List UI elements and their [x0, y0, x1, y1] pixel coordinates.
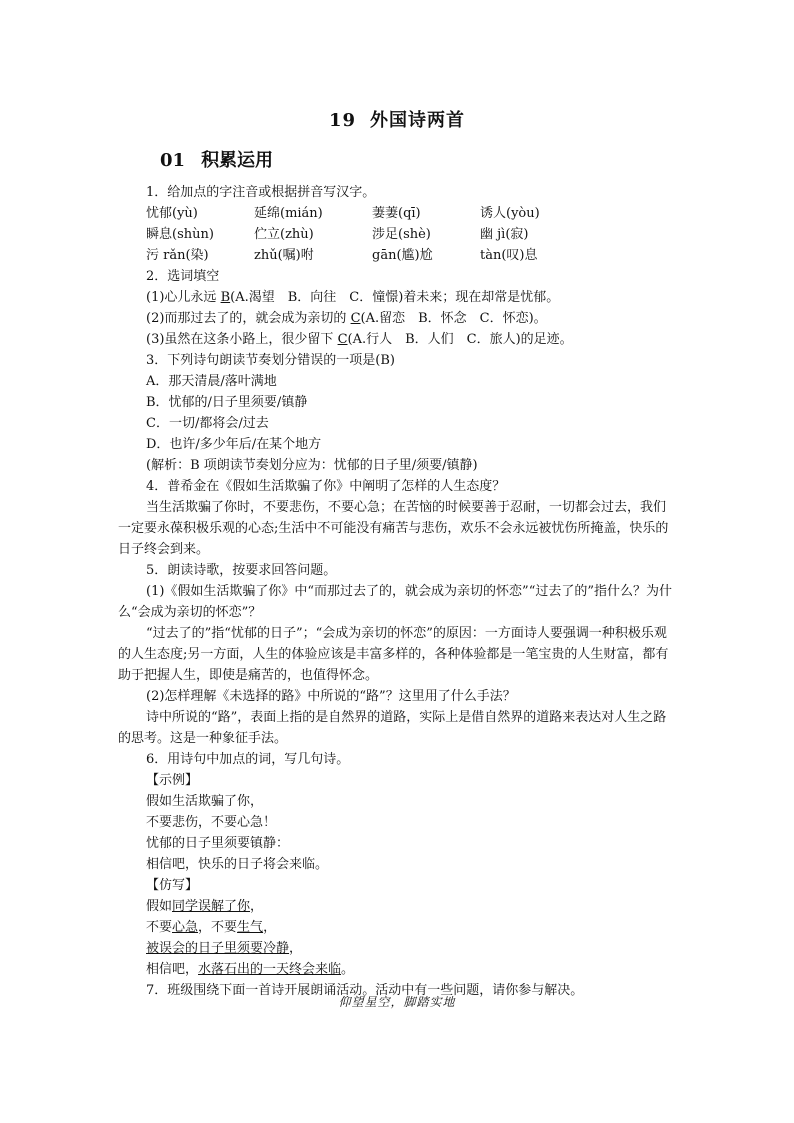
q1-prompt: 1．给加点的字注音或根据拼音写汉字。 — [146, 185, 376, 200]
q6-example-line: 相信吧，快乐的日子将会来临。 — [146, 857, 329, 872]
q2-answer: C — [350, 311, 361, 326]
q6-answer: 同学误解了你 — [172, 899, 251, 914]
q3-prompt: 3．下列诗句朗读节奏划分错误的一项是(B) — [146, 353, 395, 368]
section-title: 积累运用 — [201, 150, 274, 171]
q6-imitate-line — [118, 938, 678, 959]
q6-example-line: 不要悲伤，不要心急！ — [146, 815, 277, 830]
q6-text: ， — [250, 899, 264, 914]
q1-cell: 伫立(zhù) — [254, 227, 314, 242]
q6-imitate-label: 【仿写】 — [146, 878, 199, 893]
q2-item-text: (2)而那过去了的，就会成为亲切的 — [146, 311, 351, 326]
q6-example-label: 【示例】 — [146, 773, 199, 788]
q6-text: 。 — [341, 962, 355, 977]
q4-prompt: 4．普希金在《假如生活欺骗了你》中阐明了怎样的人生态度？ — [146, 479, 506, 494]
q2-answer: C — [337, 332, 348, 347]
q7-prompt: 7．班级围绕下面一首诗开展朗诵活动。活动中有一些问题，请你参与解决。 — [146, 983, 584, 998]
section-heading — [160, 146, 273, 172]
q2-item — [118, 308, 678, 329]
q6-prompt: 6．用诗句中加点的词，写几句诗。 — [146, 752, 350, 767]
q3-option: A．那天清晨/落叶满地 — [146, 374, 277, 389]
q2-item-options: (A.留恋 B．怀念 C．怀恋)。 — [360, 311, 547, 326]
q1-cell: 涉足(shè) — [372, 227, 431, 242]
q6-text: 假如 — [146, 899, 173, 914]
q2-item-options: (A.渴望 B．向往 C．憧憬)着未来；现在却常是忧郁。 — [230, 290, 560, 305]
q1-cell: gān(尴)尬 — [372, 248, 433, 263]
q6-answer: 被误会的日子里 — [146, 941, 238, 956]
q5-answer2: 诗中所说的“路”，表面上指的是自然界的道路，实际上是借自然界的道路来表达对人生之路的思考。这是一种象征手法。 — [118, 710, 667, 746]
page-title — [0, 106, 794, 132]
q1-cell: 忧郁(yù) — [146, 206, 198, 221]
q1-cell: 延绵(mián) — [254, 206, 323, 221]
q6-imitate-line — [118, 896, 678, 917]
q6-answer: 水落石出的一天终会来临 — [198, 962, 342, 977]
q1-grid — [118, 203, 678, 266]
q5-prompt: 5．朗读诗歌，按要求回答问题。 — [146, 563, 337, 578]
q6-text: ， — [263, 920, 277, 935]
exercise-body — [118, 182, 678, 1001]
q4-answer: 当生活欺骗了你时，不要悲伤，不要心急；在苦恼的时候要善于忍耐，一切都会过去，我们一定要永葆积极乐观的心态;生活中不可能没有痛苦与悲伤，欢乐不会永远被忧伤所掩盖，快乐的日子终会到来。 — [118, 500, 669, 557]
lesson-title: 外国诗两首 — [370, 110, 466, 131]
q6-answer: 心急 — [172, 920, 199, 935]
q2-prompt: 2．选词填空 — [146, 269, 220, 284]
q1-cell: 瞬息(shùn) — [146, 227, 214, 242]
q2-answer: B — [220, 290, 231, 305]
q1-cell: 污 rǎn(染) — [146, 248, 209, 263]
q3-option: D．也许/多少年后/在某个地方 — [146, 437, 322, 452]
q3-option: B．忧郁的/日子里须要/镇静 — [146, 395, 308, 410]
q2-item-options: (A.行人 B．人们 C．旅人)的足迹。 — [347, 332, 573, 347]
q6-imitate-line — [118, 917, 678, 938]
q6-text: ，不要 — [198, 920, 238, 935]
q1-cell: tàn(叹)息 — [480, 248, 538, 263]
q6-example-line: 忧郁的日子里须要镇静： — [146, 836, 290, 851]
q5-sub1: (1)《假如生活欺骗了你》中“而那过去了的，就会成为亲切的怀恋”“过去了的”指什么？为什么“会成为亲切的怀恋”？ — [118, 584, 672, 620]
q2-item — [118, 287, 678, 308]
q1-cell: 幽 jì(寂) — [480, 227, 529, 242]
q6-text: 相信吧， — [146, 962, 199, 977]
q6-example-line: 假如生活欺骗了你， — [146, 794, 264, 809]
q1-cell: 萋萋(qī) — [372, 206, 421, 221]
q6-answer: 须要 — [237, 941, 264, 956]
page-footer-motto: 仰望星空，脚踏实地 — [338, 995, 456, 1009]
q1-cell: 诱人(yòu) — [480, 206, 540, 221]
q6-answer: 冷静 — [263, 941, 290, 956]
q1-cell: zhǔ(嘱)咐 — [254, 248, 314, 263]
q3-note: (解析：B 项朗读节奏划分应为：忧郁的日子里/须要/镇静) — [146, 458, 478, 473]
q2-item — [118, 329, 678, 350]
q3-option: C．一切/都将会/过去 — [146, 416, 269, 431]
q5-sub2: (2)怎样理解《未选择的路》中所说的“路”？这里用了什么手法？ — [146, 689, 516, 704]
q6-text: 不要 — [146, 920, 173, 935]
lesson-number: 19 — [328, 110, 357, 131]
section-number: 01 — [160, 150, 186, 171]
q5-answer1: “过去了的”指“忧郁的日子”；“会成为亲切的怀恋”的原因：一方面诗人要强调一种积极乐观的人生态度;另一方面，人生的体验应该是丰富多样的，各种体验都是一笔宝贵的人生财富，都有助于把握人生，即使是痛苦的，也值得怀念。 — [118, 626, 669, 683]
q2-item-text: (1)心儿永远 — [146, 290, 221, 305]
q6-answer: 生气 — [237, 920, 264, 935]
q6-imitate-line — [118, 959, 678, 980]
q2-item-text: (3)虽然在这条小路上，很少留下 — [146, 332, 338, 347]
q6-text: ， — [289, 941, 303, 956]
